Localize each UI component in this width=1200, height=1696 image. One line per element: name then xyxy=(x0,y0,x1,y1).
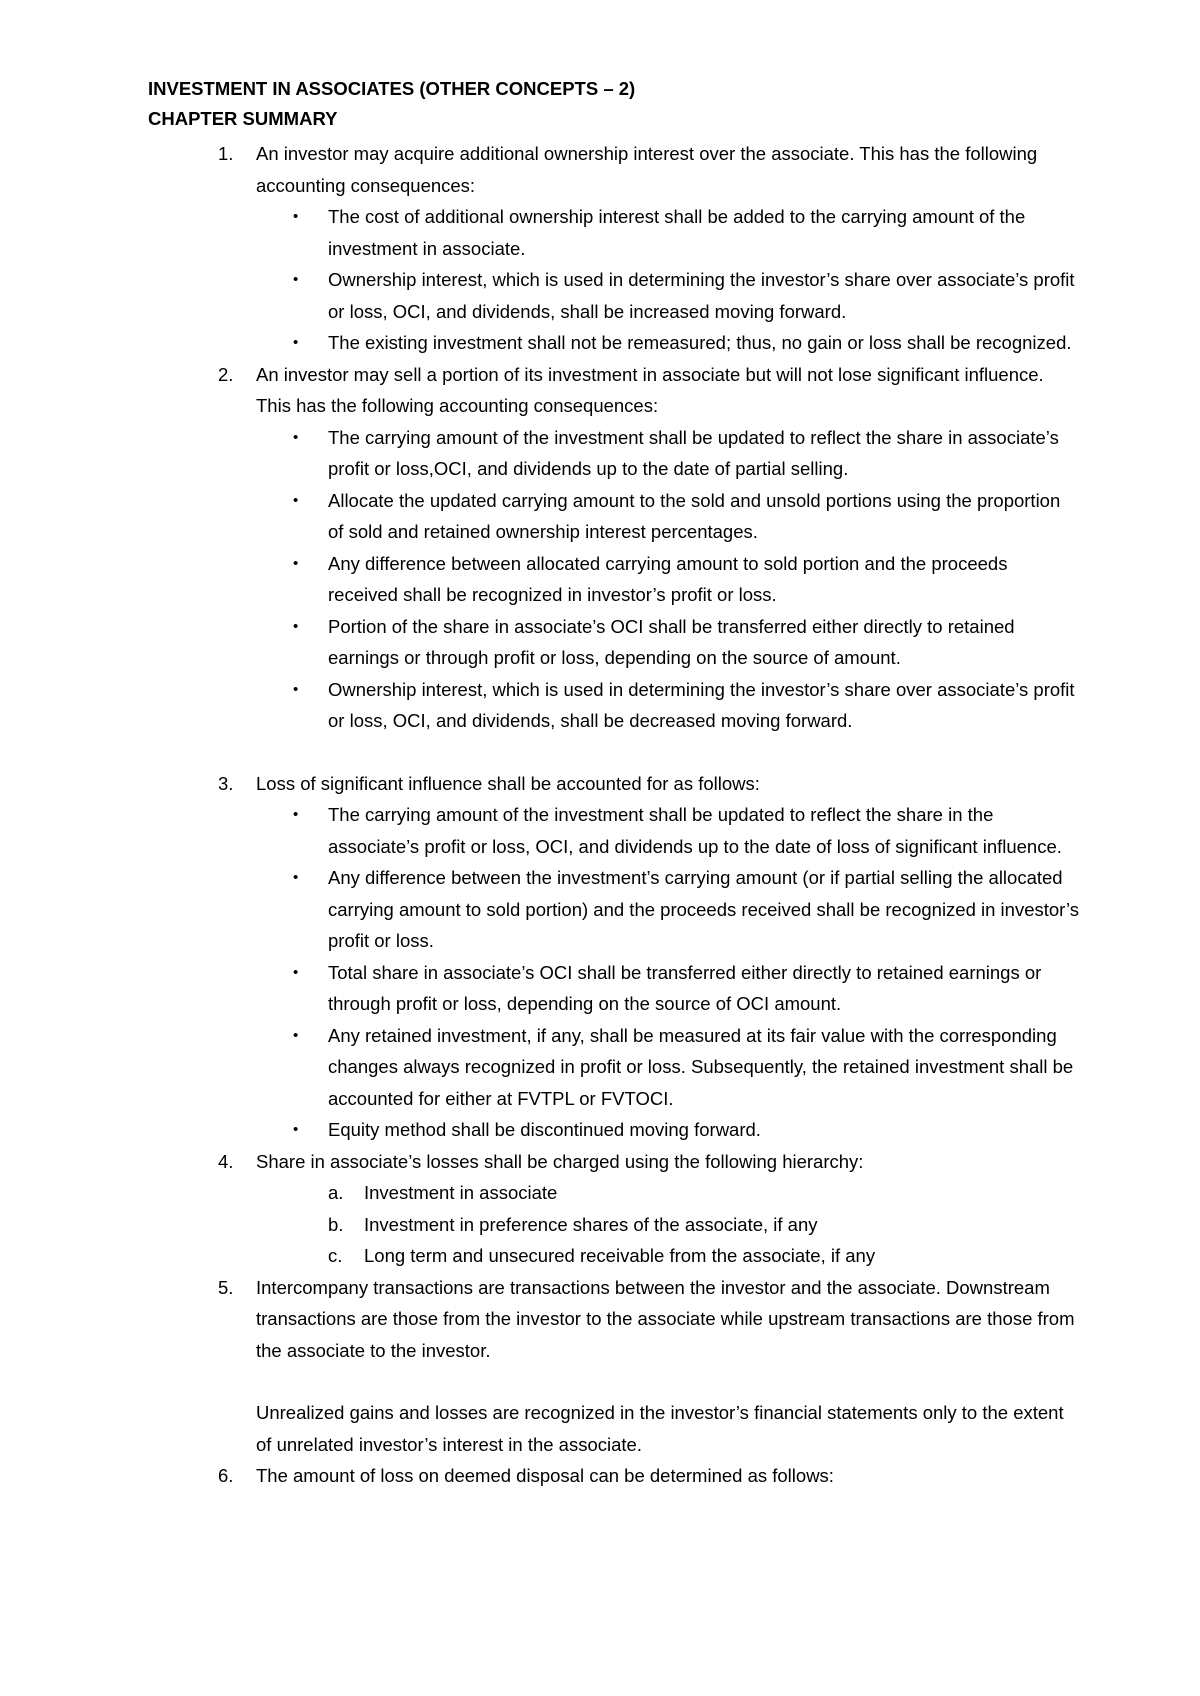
item-number: 2. xyxy=(218,363,234,385)
bullet-text: Any difference between allocated carrying amount to sold portion and the proceeds received shall be recognized in investor’s profit or loss. xyxy=(328,552,1008,605)
bullet-icon: • xyxy=(293,428,299,446)
bullet-item xyxy=(256,485,1080,548)
summary-item-6 xyxy=(0,1460,1200,1492)
item-number: 6. xyxy=(218,1465,234,1486)
hierarchy-label: b. xyxy=(328,1213,344,1235)
item-text: Share in associate’s losses shall be charged using the following hierarchy: xyxy=(256,1150,864,1172)
summary-item-3 xyxy=(0,768,1200,1146)
bullet-text: The carrying amount of the investment shall be updated to reflect the share in associate’s profit or loss,OCI, and dividends up to the date of partial selling. xyxy=(328,426,1059,479)
bullet-item xyxy=(256,548,1080,611)
hierarchy-item xyxy=(256,1209,1080,1241)
bullet-text: Any retained investment, if any, shall be measured at its fair value with the corresponding changes always recognized in profit or loss. Subsequently, the retained investment shall be accounted for either at FVTPL or FVTOCI. xyxy=(328,1024,1074,1109)
hierarchy-item xyxy=(256,1240,1080,1272)
item-number: 5. xyxy=(218,1276,234,1298)
bullet-item xyxy=(256,611,1080,674)
summary-list xyxy=(0,138,1200,1492)
item-text: An investor may acquire additional ownership interest over the associate. This has the following accounting consequences: xyxy=(256,143,1038,196)
bullet-icon: • xyxy=(293,491,299,509)
hierarchy-label: a. xyxy=(328,1182,344,1203)
bullet-item xyxy=(256,327,1080,359)
bullet-item xyxy=(256,201,1080,264)
bullet-text: The carrying amount of the investment shall be updated to reflect the share in the associate’s profit or loss, OCI, and dividends up to the date of loss of significant influence. xyxy=(328,804,1062,857)
item-number: 4. xyxy=(218,1150,234,1172)
hierarchy-list xyxy=(256,1177,1080,1272)
hierarchy-text: Investment in preference shares of the associate, if any xyxy=(364,1213,818,1235)
bullet-text: The existing investment shall not be remeasured; thus, no gain or loss shall be recognized. xyxy=(328,332,1072,353)
bullet-text: Ownership interest, which is used in determining the investor’s share over associate’s profit or loss, OCI, and dividends, shall be increased moving forward. xyxy=(328,269,1075,322)
bullet-item xyxy=(256,264,1080,327)
bullet-icon: • xyxy=(293,334,299,351)
bullet-item xyxy=(256,957,1080,1020)
bullet-item xyxy=(256,674,1080,737)
bullet-text: The cost of additional ownership interest shall be added to the carrying amount of the investment in associate. xyxy=(328,206,1026,259)
item-number: 3. xyxy=(218,772,234,794)
bullet-icon: • xyxy=(293,617,299,635)
summary-item-5 xyxy=(0,1272,1200,1461)
bullet-icon: • xyxy=(293,680,299,698)
hierarchy-text: Investment in associate xyxy=(364,1182,558,1203)
bullet-item xyxy=(256,1114,1080,1146)
bullet-item xyxy=(256,1020,1080,1115)
bullet-text: Ownership interest, which is used in determining the investor’s share over associate’s profit or loss, OCI, and dividends, shall be decreased moving forward. xyxy=(328,678,1075,731)
bullet-text: Total share in associate’s OCI shall be transferred either directly to retained earnings or through profit or loss, depending on the source of OCI amount. xyxy=(328,961,1042,1014)
bullet-list xyxy=(256,422,1080,737)
bullet-text: Allocate the updated carrying amount to the sold and unsold portions using the proportion of sold and retained ownership interest percentages. xyxy=(328,489,1061,542)
bullet-item xyxy=(256,862,1080,957)
hierarchy-text: Long term and unsecured receivable from the associate, if any xyxy=(364,1245,876,1266)
item-text: Loss of significant influence shall be accounted for as follows: xyxy=(256,772,760,794)
bullet-icon: • xyxy=(293,1026,299,1044)
bullet-item xyxy=(256,422,1080,485)
document-title: INVESTMENT IN ASSOCIATES (OTHER CONCEPTS – 2) xyxy=(148,78,636,99)
bullet-icon: • xyxy=(293,271,299,288)
item-text: Intercompany transactions are transactions between the investor and the associate. Downstream transactions are those from the investor to the associate while upstream transactions are those from the associate to the investor. xyxy=(256,1276,1075,1361)
item-number: 1. xyxy=(218,143,234,164)
item-text: An investor may sell a portion of its investment in associate but will not lose significant influence. This has the following accounting consequences: xyxy=(256,363,1044,416)
summary-item-1 xyxy=(0,138,1200,359)
bullet-text: Equity method shall be discontinued moving forward. xyxy=(328,1119,761,1140)
bullet-icon: • xyxy=(293,1121,299,1138)
summary-item-2 xyxy=(0,359,1200,768)
summary-item-4 xyxy=(0,1146,1200,1272)
spacer xyxy=(256,1366,1080,1397)
bullet-item xyxy=(256,799,1080,862)
bullet-icon: • xyxy=(293,963,299,981)
bullet-text: Portion of the share in associate’s OCI shall be transferred either directly to retained earnings or through profit or loss, depending on the source of amount. xyxy=(328,615,1015,668)
bullet-icon: • xyxy=(293,208,299,225)
item-text: The amount of loss on deemed disposal can be determined as follows: xyxy=(256,1465,834,1486)
bullet-icon: • xyxy=(293,869,299,886)
spacer xyxy=(256,737,1080,768)
chapter-summary-heading: CHAPTER SUMMARY xyxy=(148,108,338,129)
bullet-list xyxy=(256,201,1080,359)
bullet-list xyxy=(256,799,1080,1146)
bullet-icon: • xyxy=(293,806,299,823)
hierarchy-label: c. xyxy=(328,1245,343,1266)
bullet-icon: • xyxy=(293,554,299,572)
bullet-text: Any difference between the investment’s carrying amount (or if partial selling the allocated carrying amount to sold portion) and the proceeds received shall be recognized in investor’s profit or loss. xyxy=(328,867,1080,951)
item-paragraph: Unrealized gains and losses are recognized in the investor’s financial statements only to the extent of unrelated investor’s interest in the associate. xyxy=(256,1402,1064,1455)
hierarchy-item xyxy=(256,1177,1080,1209)
